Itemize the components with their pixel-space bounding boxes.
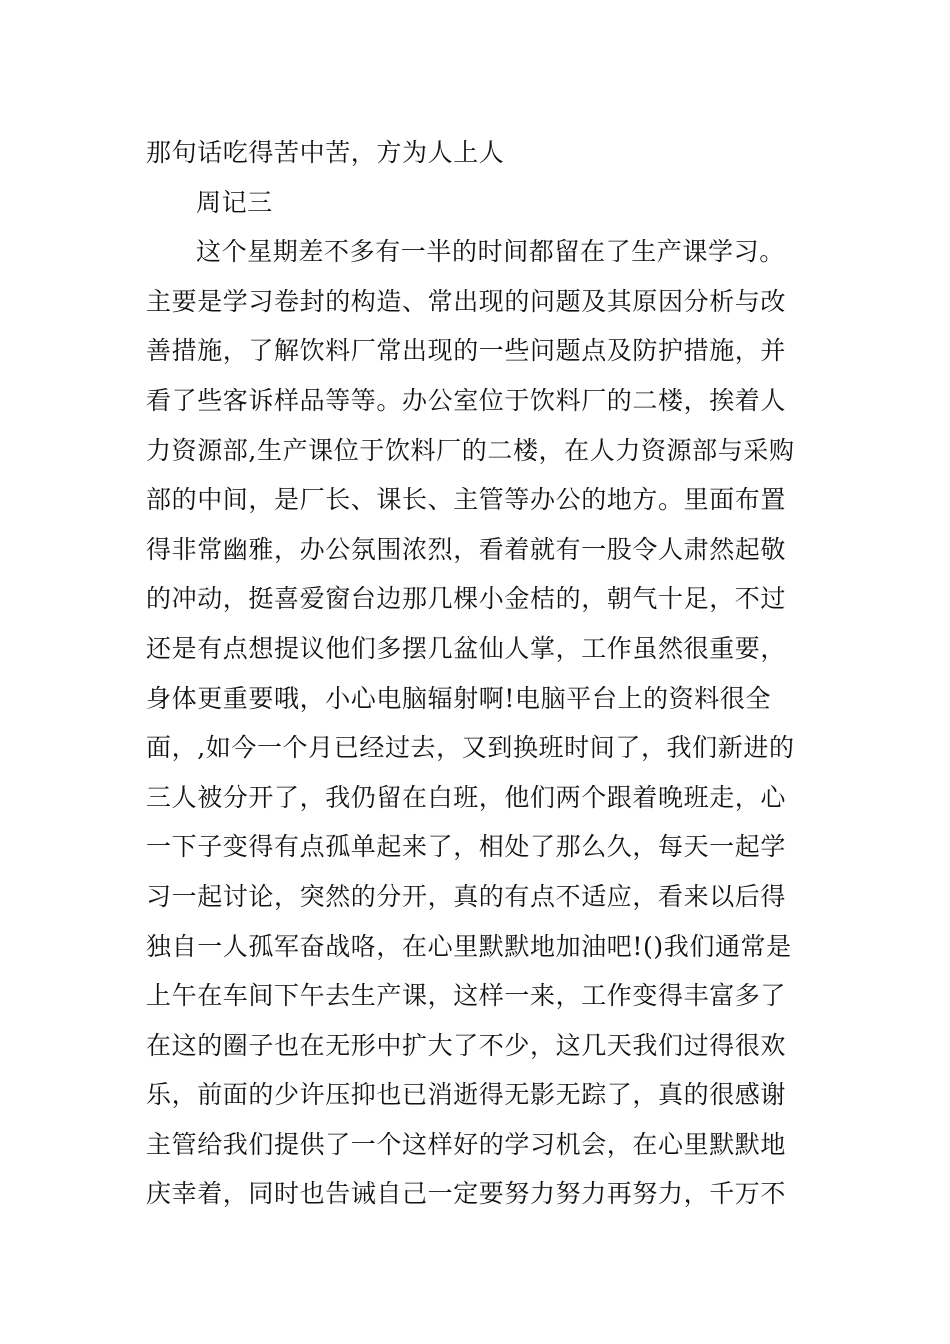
text-line: 力资源部,生产课位于饮料厂的二楼，在人力资源部与采购 bbox=[146, 435, 795, 465]
text-line: 习一起讨论，突然的分开，真的有点不适应，看来以后得 bbox=[146, 881, 787, 911]
text-line: 部的中间，是厂长、课长、主管等办公的地方。里面布置 bbox=[146, 485, 787, 515]
text-line: 身体更重要哦，小心电脑辐射啊!电脑平台上的资料很全 bbox=[146, 683, 772, 713]
text-line: 得非常幽雅，办公氛围浓烈，看着就有一股令人肃然起敬 bbox=[146, 534, 787, 564]
text-line: 三人被分开了，我仍留在白班，他们两个跟着晚班走，心 bbox=[146, 782, 787, 812]
text-line: 主管给我们提供了一个这样好的学习机会，在心里默默地 bbox=[146, 1129, 787, 1159]
text-line: 在这的圈子也在无形中扩大了不少，这几天我们过得很欢 bbox=[146, 1030, 787, 1060]
text-line: 庆幸着，同时也告诫自己一定要努力努力再努力，千万不 bbox=[146, 1179, 787, 1209]
text-line: 看了些客诉样品等等。办公室位于饮料厂的二楼，挨着人 bbox=[146, 385, 787, 415]
text-line: 善措施，了解饮料厂常出现的一些问题点及防护措施，并 bbox=[146, 336, 787, 366]
paragraph-first-line: 这个星期差不多有一半的时间都留在了生产课学习。 bbox=[196, 237, 785, 267]
text-line: 一下子变得有点孤单起来了，相处了那么久，每天一起学 bbox=[146, 832, 787, 862]
text-line: 那句话吃得苦中苦，方为人上人 bbox=[146, 138, 505, 167]
text-line: 乐，前面的少许压抑也已消逝得无影无踪了，真的很感谢 bbox=[146, 1080, 787, 1110]
document-body bbox=[146, 128, 811, 1219]
text-line: 独自一人孤军奋战咯，在心里默默地加油吧!()我们通常是 bbox=[146, 931, 792, 961]
text-line: 面，,如今一个月已经过去，又到换班时间了，我们新进的 bbox=[146, 733, 795, 763]
section-heading: 周记三 bbox=[196, 187, 273, 217]
text-line: 的冲动，挺喜爱窗台边那几棵小金桔的，朝气十足，不过 bbox=[146, 584, 787, 614]
text-line: 还是有点想提议他们多摆几盆仙人掌，工作虽然很重要， bbox=[146, 633, 787, 663]
text-line: 主要是学习卷封的构造、常出现的问题及其原因分析与改 bbox=[146, 286, 787, 316]
text-line: 上午在车间下午去生产课，这样一来，工作变得丰富多了 bbox=[146, 981, 787, 1011]
